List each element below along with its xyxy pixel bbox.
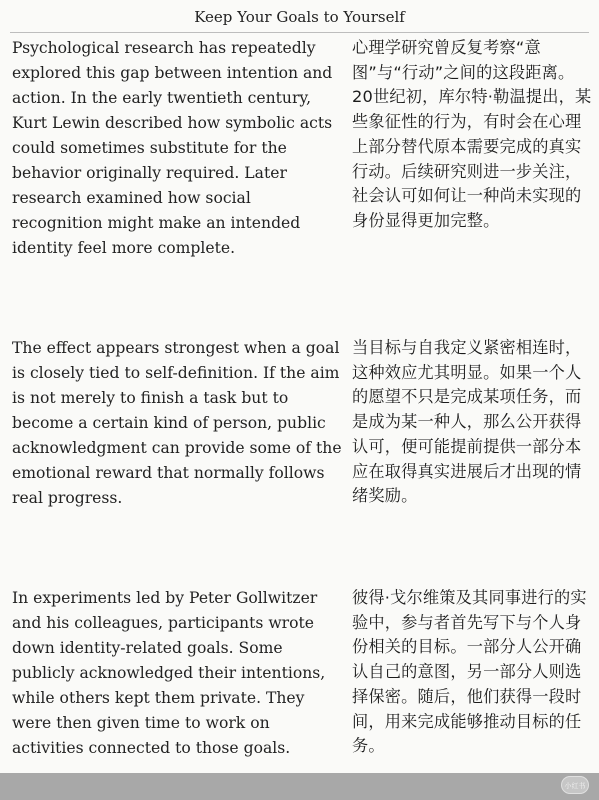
section-1-english-text: Psychological research has repeatedly explored this gap between intention and action. In the early twentieth century, Kurt Lewin described how symbolic acts could sometimes substitute for the behavior originally required. Later research examined how social recognition might make an intended identity feel more complete.: [12, 39, 333, 257]
header-divider: [10, 32, 589, 33]
section-1-chinese-text: 心理学研究曾反复考察“意图”与“行动”之间的这段距离。20世纪初，库尔特·勒温提出，某些象征性的行为，有时会在心理上部分替代原本需要完成的真实行动。后续研究则进一步关注，社会认可如何让一种尚未实现的身份显得更加完整。: [352, 38, 592, 230]
section-2-chinese-text: 当目标与自我定义紧密相连时，这种效应尤其明显。如果一个人的愿望不只是完成某项任务，而是成为某一种人，那么公开获得认可，便可能提前提供一部分本应在取得真实进展后才出现的情绪奖励。: [352, 338, 582, 506]
page-title: Keep Your Goals to Yourself: [194, 8, 405, 26]
section-2-english-text: The effect appears strongest when a goal is closely tied to self-definition. If the aim is not merely to finish a task but to become a certain kind of person, public acknowledgment can provide some of the emotional reward that normally follows real progress.: [12, 339, 342, 507]
watermark-badge: 小红书: [561, 776, 589, 794]
section-3-chinese-text: 彼得·戈尔维策及其同事进行的实验中，参与者首先写下与个人身份相关的目标。一部分人公开确认自己的意图，另一部分人则选择保密。随后，他们获得一段时间，用来完成能够推动目标的任务。: [352, 588, 587, 756]
section-3-english-text: In experiments led by Peter Gollwitzer and his colleagues, participants wrote down identity-related goals. Some publicly acknowledged their intentions, while others kept them private. They were then given time to work on activities connected to those goals.: [12, 589, 326, 757]
footer-band: [0, 773, 599, 800]
